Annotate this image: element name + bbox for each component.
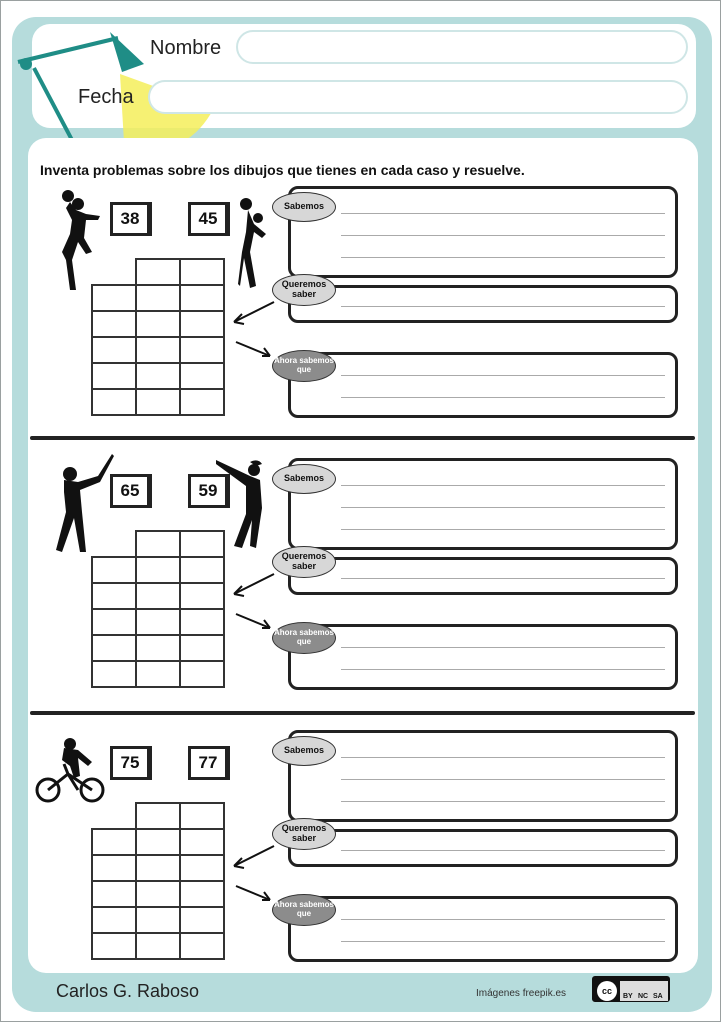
number-box: 65 bbox=[110, 474, 152, 508]
writing-line bbox=[341, 801, 665, 802]
grid-blank bbox=[92, 259, 136, 285]
image-credit: Imágenes freepik.es bbox=[476, 988, 567, 999]
arrow-right-icon bbox=[234, 884, 274, 906]
known-box[interactable] bbox=[288, 186, 678, 278]
grid-cell[interactable] bbox=[180, 557, 224, 583]
now-box[interactable] bbox=[288, 352, 678, 418]
grid-cell[interactable] bbox=[136, 531, 180, 557]
writing-line bbox=[341, 375, 665, 376]
name-field[interactable] bbox=[236, 30, 688, 64]
grid-cell[interactable] bbox=[180, 531, 224, 557]
bubble-known: Sabemos bbox=[272, 464, 336, 494]
grid-cell[interactable] bbox=[180, 337, 224, 363]
grid-cell[interactable] bbox=[136, 259, 180, 285]
grid-cell[interactable] bbox=[92, 583, 136, 609]
bubble-want: Queremos saber bbox=[272, 274, 336, 306]
writing-line bbox=[341, 578, 665, 579]
date-field[interactable] bbox=[148, 80, 688, 114]
grid-cell[interactable] bbox=[92, 635, 136, 661]
now-box[interactable] bbox=[288, 624, 678, 690]
answer-grid bbox=[91, 530, 225, 688]
grid-cell[interactable] bbox=[180, 389, 224, 415]
author-name: Carlos G. Raboso bbox=[56, 981, 200, 1001]
name-label: Nombre bbox=[150, 37, 222, 59]
grid-cell[interactable] bbox=[180, 907, 224, 933]
writing-line bbox=[341, 507, 665, 508]
grid-cell[interactable] bbox=[180, 881, 224, 907]
grid-cell[interactable] bbox=[180, 311, 224, 337]
arrow-right-icon bbox=[234, 340, 274, 362]
cc-term-by: BY bbox=[623, 993, 633, 1000]
writing-line bbox=[341, 235, 665, 236]
grid-cell[interactable] bbox=[136, 907, 180, 933]
grid-cell[interactable] bbox=[136, 389, 180, 415]
arrow-left-icon bbox=[228, 572, 276, 600]
want-box[interactable] bbox=[288, 829, 678, 867]
grid-cell[interactable] bbox=[136, 337, 180, 363]
writing-line bbox=[341, 850, 665, 851]
writing-line bbox=[341, 397, 665, 398]
number-box: 75 bbox=[110, 746, 152, 780]
grid-cell[interactable] bbox=[136, 829, 180, 855]
grid-cell[interactable] bbox=[92, 363, 136, 389]
known-box[interactable] bbox=[288, 730, 678, 822]
grid-cell[interactable] bbox=[136, 285, 180, 311]
answer-grid bbox=[91, 258, 225, 416]
arrow-right-icon bbox=[234, 612, 274, 634]
bubble-known: Sabemos bbox=[272, 192, 336, 222]
grid-cell[interactable] bbox=[136, 363, 180, 389]
want-box[interactable] bbox=[288, 285, 678, 323]
grid-cell[interactable] bbox=[180, 829, 224, 855]
grid-blank bbox=[92, 803, 136, 829]
grid-cell[interactable] bbox=[136, 583, 180, 609]
grid-cell[interactable] bbox=[92, 285, 136, 311]
bubble-want: Queremos saber bbox=[272, 546, 336, 578]
cc-term-sa: SA bbox=[653, 993, 663, 1000]
grid-cell[interactable] bbox=[136, 933, 180, 959]
grid-cell[interactable] bbox=[136, 881, 180, 907]
grid-cell[interactable] bbox=[180, 363, 224, 389]
cc-symbol: cc bbox=[597, 981, 617, 1001]
grid-cell[interactable] bbox=[180, 285, 224, 311]
writing-line bbox=[341, 485, 665, 486]
bubble-want: Queremos saber bbox=[272, 818, 336, 850]
grid-cell[interactable] bbox=[180, 933, 224, 959]
grid-cell[interactable] bbox=[92, 661, 136, 687]
want-box[interactable] bbox=[288, 557, 678, 595]
bubble-known: Sabemos bbox=[272, 736, 336, 766]
number-box: 38 bbox=[110, 202, 152, 236]
grid-cell[interactable] bbox=[180, 855, 224, 881]
grid-cell[interactable] bbox=[136, 635, 180, 661]
number-box: 77 bbox=[188, 746, 230, 780]
grid-cell[interactable] bbox=[92, 311, 136, 337]
problem-section-2 bbox=[0, 452, 723, 724]
arrow-left-icon bbox=[228, 300, 276, 328]
grid-cell[interactable] bbox=[136, 557, 180, 583]
cc-term-nc: NC bbox=[638, 993, 649, 1000]
writing-line bbox=[341, 529, 665, 530]
section-separator bbox=[30, 436, 695, 440]
writing-line bbox=[341, 669, 665, 670]
answer-grid bbox=[91, 802, 225, 960]
arrow-left-icon bbox=[228, 844, 276, 872]
basketball-player-icon bbox=[238, 196, 270, 292]
creative-commons-badge bbox=[592, 976, 670, 1002]
grid-cell[interactable] bbox=[92, 829, 136, 855]
grid-cell[interactable] bbox=[92, 557, 136, 583]
section-separator bbox=[30, 711, 695, 715]
grid-cell[interactable] bbox=[92, 337, 136, 363]
writing-line bbox=[341, 213, 665, 214]
grid-cell[interactable] bbox=[92, 881, 136, 907]
grid-cell[interactable] bbox=[92, 855, 136, 881]
writing-line bbox=[341, 941, 665, 942]
grid-cell[interactable] bbox=[136, 855, 180, 881]
writing-line bbox=[341, 779, 665, 780]
writing-line bbox=[341, 306, 665, 307]
bubble-now: Ahora sabemos que bbox=[272, 894, 336, 926]
grid-cell[interactable] bbox=[180, 609, 224, 635]
problem-section-1 bbox=[0, 180, 723, 452]
instruction-text: Inventa problemas sobre los dibujos que tienes en cada caso y resuelve. bbox=[40, 162, 525, 178]
grid-cell[interactable] bbox=[180, 583, 224, 609]
grid-cell[interactable] bbox=[92, 907, 136, 933]
grid-cell[interactable] bbox=[136, 609, 180, 635]
date-label: Fecha bbox=[78, 86, 134, 108]
known-box[interactable] bbox=[288, 458, 678, 550]
grid-cell[interactable] bbox=[92, 933, 136, 959]
number-box: 59 bbox=[188, 474, 230, 508]
now-box[interactable] bbox=[288, 896, 678, 962]
grid-cell[interactable] bbox=[92, 389, 136, 415]
grid-cell[interactable] bbox=[92, 609, 136, 635]
writing-line bbox=[341, 919, 665, 920]
writing-line bbox=[341, 647, 665, 648]
grid-blank bbox=[92, 531, 136, 557]
grid-cell[interactable] bbox=[180, 635, 224, 661]
bubble-now: Ahora sabemos que bbox=[272, 350, 336, 382]
cc-terms bbox=[620, 981, 668, 1001]
grid-cell[interactable] bbox=[136, 803, 180, 829]
writing-line bbox=[341, 257, 665, 258]
problem-section-3 bbox=[0, 724, 723, 996]
cyclist-icon bbox=[34, 738, 108, 804]
number-box: 45 bbox=[188, 202, 230, 236]
grid-cell[interactable] bbox=[136, 311, 180, 337]
bubble-now: Ahora sabemos que bbox=[272, 622, 336, 654]
grid-cell[interactable] bbox=[136, 661, 180, 687]
writing-line bbox=[341, 757, 665, 758]
grid-cell[interactable] bbox=[180, 803, 224, 829]
grid-cell[interactable] bbox=[180, 661, 224, 687]
grid-cell[interactable] bbox=[180, 259, 224, 285]
